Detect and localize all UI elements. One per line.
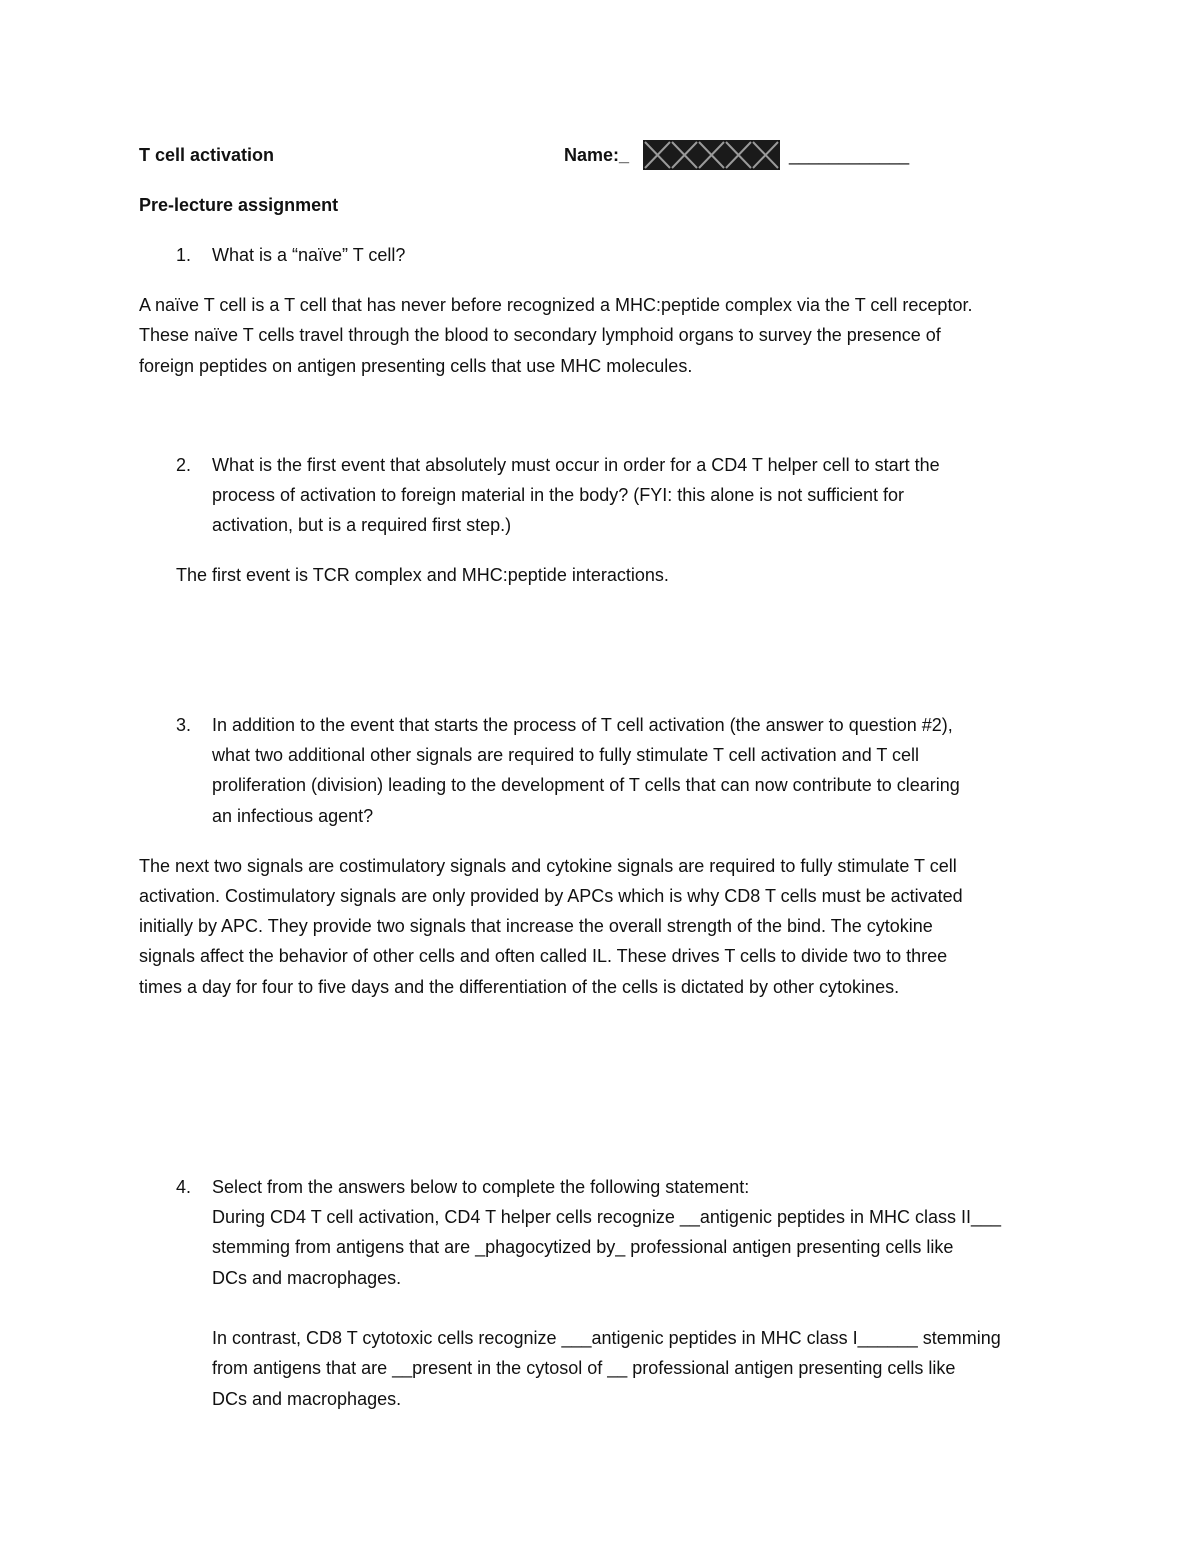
question-4-contrast-line: from antigens that are __present in the cytosol of __ professional antigen presenting cells like — [212, 1358, 956, 1378]
question-2-number: 2. — [176, 455, 192, 475]
question-3-line: an infectious agent? — [212, 806, 374, 826]
question-4-line: stemming from antigens that are _phagocytized by_ professional antigen presenting cells like — [212, 1237, 954, 1257]
question-4-number: 4. — [176, 1177, 192, 1197]
question-3-line: proliferation (division) leading to the development of T cells that can now contribute to clearing — [212, 775, 960, 795]
answer-2: The first event is TCR complex and MHC:peptide interactions. — [176, 565, 669, 585]
name-blank-line: ____________ — [789, 145, 910, 165]
document-title: T cell activation — [139, 145, 275, 165]
answer-1-line: A naïve T cell is a T cell that has never before recognized a MHC:peptide complex via the T cell receptor. — [139, 295, 973, 315]
question-4-contrast-line: In contrast, CD8 T cytotoxic cells recognize ___antigenic peptides in MHC class I______ stemming — [212, 1328, 1001, 1348]
answer-3-line: initially by APC. They provide two signals that increase the overall strength of the bind. The cytokine — [139, 916, 933, 936]
answer-3-line: activation. Costimulatory signals are only provided by APCs which is why CD8 T cells must be activated — [139, 886, 963, 906]
redacted-name-graphic — [643, 140, 780, 170]
question-3-number: 3. — [176, 715, 192, 735]
answer-1-line: These naïve T cells travel through the blood to secondary lymphoid organs to survey the presence of — [139, 325, 941, 345]
answer-3-line: The next two signals are costimulatory signals and cytokine signals are required to fully stimulate T cell — [139, 856, 957, 876]
question-4-line: Select from the answers below to complete the following statement: — [212, 1177, 750, 1197]
question-4-contrast-line: DCs and macrophages. — [212, 1389, 402, 1409]
question-3-line: what two additional other signals are required to fully stimulate T cell activation and T cell — [212, 745, 920, 765]
answer-1-line: foreign peptides on antigen presenting cells that use MHC molecules. — [139, 356, 693, 376]
name-label: Name:_ — [564, 145, 630, 165]
question-2-line: activation, but is a required first step.) — [212, 515, 512, 535]
question-1-number: 1. — [176, 245, 192, 265]
assignment-subtitle: Pre-lecture assignment — [139, 195, 339, 215]
question-3-line: In addition to the event that starts the process of T cell activation (the answer to question #2), — [212, 715, 953, 735]
answer-3-line: times a day for four to five days and the differentiation of the cells is dictated by other cytokines. — [139, 977, 900, 997]
question-2-line: What is the first event that absolutely must occur in order for a CD4 T helper cell to start the — [212, 455, 940, 475]
question-1-text: What is a “naïve” T cell? — [212, 245, 406, 265]
question-4-line: During CD4 T cell activation, CD4 T helper cells recognize __antigenic peptides in MHC class II___ — [212, 1207, 1002, 1227]
answer-3-line: signals affect the behavior of other cells and often called IL. These drives T cells to divide two to three — [139, 946, 948, 966]
question-4-line: DCs and macrophages. — [212, 1268, 402, 1288]
question-2-line: process of activation to foreign material in the body? (FYI: this alone is not sufficient for — [212, 485, 905, 505]
